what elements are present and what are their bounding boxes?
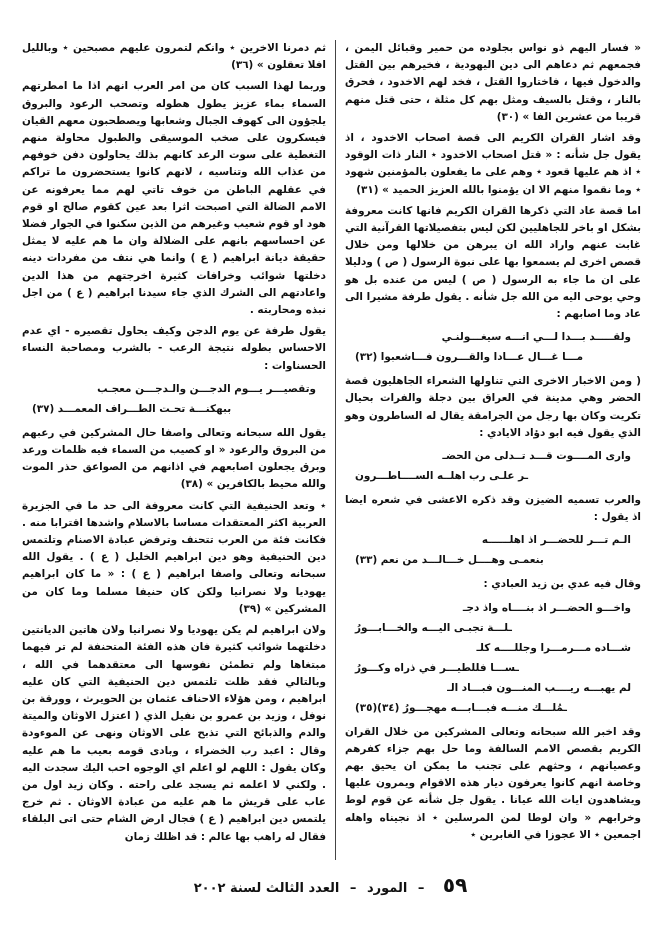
issue-label: العدد الثالث لسنة ٢٠٠٢ bbox=[193, 881, 340, 896]
paragraph: ولان ابراهيم لم يكن يهوديا ولا نصرانيا ولان هاتين الديانتين دخلتهما شوائب كثيرة فان هذه الفئة المتحنفة لم تر فيهما مبتغاها ولم تطمئن نفوسها الى معتقدهما في الله ، وبالتالي فقد ظلت تلتمس دين الحنيفية التي كان عليه ابراهيم ، ومن هؤلاء الاحناف عثمان بن الحويرث ، وورقة بن نوفل ، وزيد بن عمرو بن نفيل الذي ( اعتزل الاوثان والميتة والدم والذبائح التي تذبح على الاوثان ونهى عن الموءودة وقال : اعبد رب الخضراء ، وبادى قومه بعيب ما هم عليه وكان يقول : اللهم لو اعلم اي الوجوه احب اليك سجدت اليه . ولكني لا اعلمه ثم يسجد على راحته . وكان زيد اول من عاب على قريش ما هم عليه من عبادة الاوثان . ثم خرج يلتمس دين ابراهيم ( ع ) فجال ارض الشام حتى اتى البلقاء فقال له راهب بها عالم : قد اظلك زمان bbox=[22, 624, 326, 843]
column-divider bbox=[335, 40, 336, 860]
paragraph: ( ومن الاخبار الاخرى التي تناولها الشعراء الجاهليون قصة الحضر وهي مدينة في العراق بين دجلة والفرات بحيال تكريت وكان بها رجل من الجرامقة يقال له الساطرون وهو الذي يقول فيه ابو دؤاد الايادي : bbox=[345, 375, 641, 439]
poem-verse: وارى المــــوت قـــد تــدلى من الحضـ ـر علـى رب اهلــه الســــاطـــرون bbox=[355, 450, 631, 483]
right-column bbox=[345, 40, 641, 848]
left-column bbox=[22, 40, 326, 850]
poem-verse: وتقصيـــر يـــوم الدجـــن والـدجـــن معجـب ببهكنـــة تحـت الطـــراف المعمـــد (٣٧) bbox=[32, 382, 316, 415]
paragraph: وربما لهذا السبب كان من امر العرب انهم اذا ما امطرتهم السماء بماء عزيز يطول هطوله وتصحب الرعود والبروق يلجؤون الى كهوف الجبال وشعابها ويصطحبون معهم القيان فيسكرون على صخب الموسيقى والطبول محاولة منهم التغطية على سوت الرعد كانهم بذلك يحاولون دفن خوفهم من عذاب الله وتناسيه ، لانهم كانوا يستحضرون ما تراكم في عقلهم الباطن من خوف تاتي لهم مما يعرفونه عن الامم الضالة التي اصبحت اثرا بعد عين كقوم صالح او قوم هود او قوم شعيب وغيرهم من الذين سكنوا في الجوار فضلا عن احساسهم بانهم على الضلالة وان ما هم عليه لا يمثل حقيقة ديانة ابراهيم ( ع ) وانما هي نتف من مفردات دينه دخلتها شوائب وخرافات كثيرة اخرجتهم من هذا الدين واعادتهم الى الشرك الذي جاء سيدنا ابراهيم ( ع ) من اجل نبذه ومحاربته . bbox=[22, 80, 326, 317]
paragraph: وقد اخبر الله سبحانه وتعالى المشركين من خلال القران الكريم بقصص الامم السالفة وما حل بهم جزاء كفرهم وعصيانهم ، وحثهم على تجنب ما يمكن ان يحيق بهم وخاصة انهم كانوا يعرفون ديار هذه الاقوام ويمرون عليها ويشاهدون ايات الله عيانا . يقول جل شأنه عن قوم لوط وخرابهم « وان لوطا لمن المرسلين ٭ اذ نجيناه واهله اجمعين ٭ الا عجوزا في الغابرين ٭ bbox=[345, 725, 641, 841]
paragraph: « فسار اليهم ذو نواس بجلوده من حمير وقبائل اليمن ، فجمعهم ثم دعاهم الى دين اليهودية ، فخيرهم بين القتل والدخول فيها ، فاختاروا القتل ، فخد لهم الاخدود ، فحرق بالنار ، وقتل بالسيف ومثل بهم كل مثلة ، حتى قتل منهم قريبا من عشرين الفا » (٣٠) bbox=[345, 42, 641, 123]
page-footer bbox=[0, 873, 661, 897]
paragraph: وقد اشار القران الكريم الى قصة اصحاب الاخدود ، اذ يقول جل شأنه : « قتل اصحاب الاخدود ٭ النار ذات الوقود ٭ اذ هم عليها قعود ٭ وهم على ما يفعلون بالمؤمنين شهود ٭ وما نقموا منهم الا ان يؤمنوا بالله العزيز الحميد » (٣١) bbox=[345, 132, 641, 196]
footer-separator: – bbox=[417, 881, 425, 896]
poem-verse: الـم تـــر للحضـــر اذ اهلــــــه بنعمـى وهــــل خـــالـــد من نعم (٣٣) bbox=[355, 534, 631, 567]
paragraph: يقول طرفة عن يوم الدجن وكيف يحاول تقصيره - اي عدم الاحساس بطوله نتيجة الرعب - بالشرب ومصاحبة النساء الحسناوات : bbox=[22, 325, 326, 372]
poem-verse: واخـــو الحضـــر اذ بنــــاه واذ دجـ ـلـــة تجبـى اليـــه والخـــابـــورُ شـــاده مـــرمـــرا وجللــــه كلـ ـســـا فللطيـــر في ذراه وكـــورُ لم يهبـــه ريــــب المنـــون فبـــاد الـ ـمُلـــك منـــه فبـــابـــه مهجـــورُ (٣٤)(٣٥) bbox=[355, 601, 631, 714]
journal-name: المورد bbox=[366, 881, 408, 896]
paragraph: والعرب تسميه الضيزن وقد ذكره الاعشى في شعره ايضا اذ يقول : bbox=[345, 494, 641, 524]
paragraph: ثم دمرنا الاخرين ٭ وانكم لتمرون عليهم مصبحين ٭ وبالليل افلا تعقلون » (٣٦) bbox=[22, 42, 326, 72]
paragraph: وقال فيه عدي بن زيد العبادي : bbox=[483, 578, 641, 591]
paragraph: يقول الله سبحانه وتعالى واصفا حال المشركين في رعبهم من البروق والرعود « او كصيب من السماء فيه ظلمات ورعد وبرق يجعلون اصابعهم في اذانهم من الصواعق حذر الموت والله محيط بالكافرين » (٣٨) bbox=[22, 426, 326, 491]
footer-separator: – bbox=[349, 881, 357, 896]
paragraph: ٭ وتعد الحنيفية التي كانت معروفة الى حد ما في الجزيرة العربية اكثر المعتقدات مساسا بالاسلام واشدها اقترابا منه . فكانت فئة من العرب تتحنف وترفض عبادة الاصنام وتلتمس دين الحنيفية وهو دين ابراهيم الخليل ( ع ) . يقول الله سبحانه وتعالى واصفا ابراهيم ( ع ) : « ما كان ابراهيم يهوديا ولا نصرانيا ولكن كان حنيفا مسلما وما كان من المشركين » (٣٩) bbox=[22, 499, 326, 615]
page-number: ٥٩ bbox=[442, 873, 468, 897]
poem-verse: ولقـــــد بـــدا لـــي انـــه سيغـــولنـي مـــا غـــال عـــادا والقـــرون فـــاشعبوا (٣٢) bbox=[355, 331, 631, 364]
paragraph: اما قصة عاد التي ذكرها القران الكريم فانها كانت معروفة بشكل او باخر للجاهليين لكن ليس بتفصيلاتها القرآنية التي غابت عنهم واراد الله ان يبرهن من خلالها ومن خلال قصص اخرى لم يسمعوا بها على نبوة الرسول ( ص ) ودليلا على ان ما جاء به الرسول ( ص ) ليس من عنده بل هو وحي يوحى اليه من الله جل شأنه . يقول طرفة مشيرا الى عاد وما اصابهم : bbox=[345, 204, 641, 321]
